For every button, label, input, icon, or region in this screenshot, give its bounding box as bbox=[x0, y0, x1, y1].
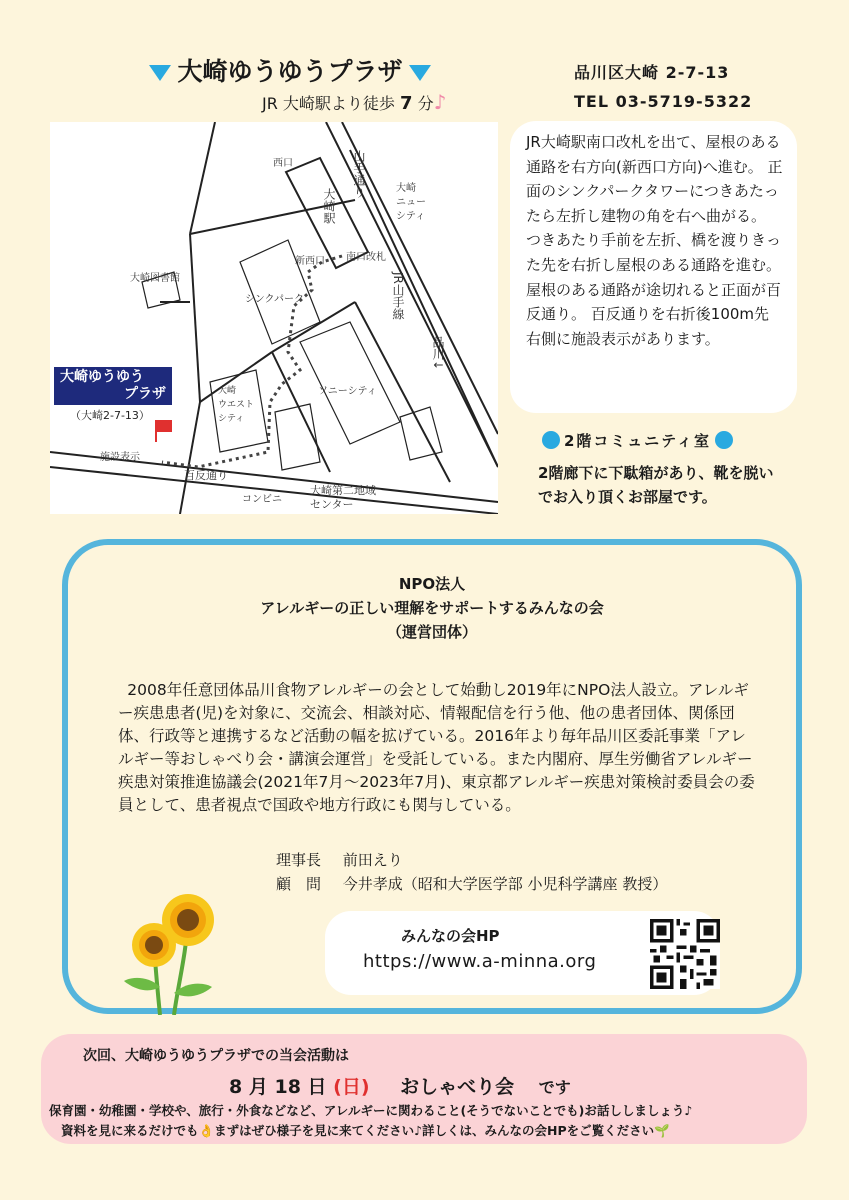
triangle-down-icon bbox=[149, 65, 171, 81]
plaza-callout-line2: プラザ bbox=[124, 386, 166, 402]
venue-address: 品川区大崎 2-7-13 bbox=[574, 63, 730, 82]
access-suffix: 分 bbox=[417, 94, 434, 113]
event-month: 8 bbox=[229, 1076, 243, 1098]
event-weekday: (日) bbox=[333, 1076, 370, 1098]
event-suffix: です bbox=[538, 1078, 571, 1097]
officer-role: 顧 問 bbox=[276, 875, 322, 893]
next-event-intro: 次回、大崎ゆうゆうプラザでの当会活動は bbox=[83, 1048, 349, 1064]
venue-tel: TEL 03-5719-5322 bbox=[574, 92, 753, 111]
plaza-callout-address: （大崎2-7-13） bbox=[70, 409, 150, 422]
next-event-date: 8 月 18 日 (日) おしゃべり会 です bbox=[229, 1076, 571, 1098]
label-jr-yamanote: JR山手線 bbox=[391, 272, 405, 320]
officer-name: 今井孝成（昭和大学医学部 小児科学講座 教授） bbox=[342, 875, 668, 893]
label-think-park: シンクパーク bbox=[245, 294, 304, 305]
next-event-note-2: 資料を見に来るだけでも👌まずはぜひ様子を見に来てください♪詳しくは、みんなの会HPをご覧ください🌱 bbox=[61, 1123, 670, 1138]
label-shin-nishiguchi: 新西口 bbox=[295, 256, 325, 267]
plaza-callout bbox=[54, 367, 172, 405]
access-info bbox=[262, 90, 446, 114]
label-sony-city: ソニーシティ bbox=[318, 386, 377, 397]
officer-row bbox=[276, 848, 667, 872]
triangle-down-icon bbox=[409, 65, 431, 81]
venue-title bbox=[140, 52, 440, 88]
organization-type: NPO法人 bbox=[398, 575, 466, 593]
label-hyakutan: 百反通り bbox=[184, 469, 228, 482]
homepage-label: みんなの会HP bbox=[401, 927, 500, 945]
facility-marker bbox=[156, 420, 172, 432]
label-yamate-dori: 山手通り bbox=[352, 150, 366, 198]
event-day: 18 bbox=[274, 1076, 301, 1098]
homepage-box bbox=[325, 911, 720, 995]
directions-text: JR大崎駅南口改札を出て、屋根のある通路を右方向(新西口方向)へ進む。 正面のシンクパークタワーにつきあたったら左折し建物の角を右へ曲がる。 つきあたり手前を左折、橋を渡りきった先を右折し屋根のある通路を進む。 屋根のある通路が途切れると正面が百反通り。 百反通りを右折後100m先右側に施設表示があります。 bbox=[526, 133, 783, 348]
homepage-link[interactable]: https://www.a-minna.org bbox=[363, 951, 597, 972]
organization-description: 2008年任意団体品川食物アレルギーの会として始動し2019年にNPO法人設立。アレルギー疾患患者(児)を対象に、交流会、相談対応、情報配信を行う他、他の患者団体、関係団体、行政等と連携するなど活動の幅を拡げている。2016年より毎年品川区委託事業「アレルギー等おしゃべり会・講演会運営」を受託している。また内閣府、厚生労働省アレルギー疾患対策推進協議会(2021年7月～2023年7月)、東京都アレルギー疾患対策検討委員会の委員として、患者視点で国政や地方行政にも関与している。 bbox=[118, 681, 755, 814]
event-name: おしゃべり会 bbox=[400, 1076, 515, 1098]
label-library: 大崎図書館 bbox=[130, 273, 180, 284]
sunflower-icon bbox=[108, 875, 228, 1015]
label-shinagawa: 品川↓ bbox=[431, 336, 445, 371]
access-minutes: 7 bbox=[400, 93, 413, 114]
label-new-city: 大崎 ニュー シティ bbox=[396, 183, 426, 222]
organization-heading bbox=[68, 572, 796, 644]
blue-dot-icon bbox=[715, 431, 733, 449]
label-center: 大崎第二地域 センター bbox=[310, 484, 376, 511]
plaza-callout-line1: 大崎ゆうゆう bbox=[60, 369, 144, 385]
venue-name: 大崎ゆうゆうプラザ bbox=[177, 57, 403, 86]
label-west-city: 大崎 ウエスト シティ bbox=[218, 386, 255, 424]
officer-row bbox=[276, 872, 667, 896]
blue-dot-icon bbox=[542, 431, 560, 449]
access-prefix: JR 大崎駅より徒歩 bbox=[262, 94, 395, 113]
label-osaki-station: 大崎駅 bbox=[322, 188, 336, 224]
organization-role: （運営団体） bbox=[386, 623, 477, 641]
music-note-icon: ♪ bbox=[433, 90, 447, 114]
organization-panel bbox=[62, 539, 802, 1014]
next-event-note-1: 保育園・幼稚園・学校や、旅行・外食などなど、アレルギーに関わること(そうでないことでも)お話ししましょう♪ bbox=[49, 1103, 693, 1118]
room-description: 2階廊下に下駄箱があり、靴を脱いでお入り頂くお部屋です。 bbox=[538, 464, 774, 506]
label-facility-sign: 施設表示 bbox=[100, 452, 140, 463]
qr-code-icon[interactable] bbox=[650, 919, 720, 989]
officers-list bbox=[276, 848, 667, 896]
room-name: 2階コミュニティ室 bbox=[564, 432, 711, 450]
officer-name: 前田えり bbox=[342, 851, 403, 869]
next-event-banner bbox=[41, 1034, 807, 1144]
officer-role: 理事長 bbox=[276, 851, 322, 869]
label-convenience: コンビニ bbox=[242, 494, 282, 505]
directions-box bbox=[510, 121, 797, 413]
venue-contact bbox=[574, 58, 752, 116]
room-title bbox=[538, 430, 737, 451]
organization-name: アレルギーの正しい理解をサポートするみんなの会 bbox=[260, 599, 604, 617]
label-nishiguchi: 西口 bbox=[273, 158, 293, 169]
label-minamiguchi: 南口改札 bbox=[346, 252, 386, 263]
access-map bbox=[50, 122, 498, 514]
